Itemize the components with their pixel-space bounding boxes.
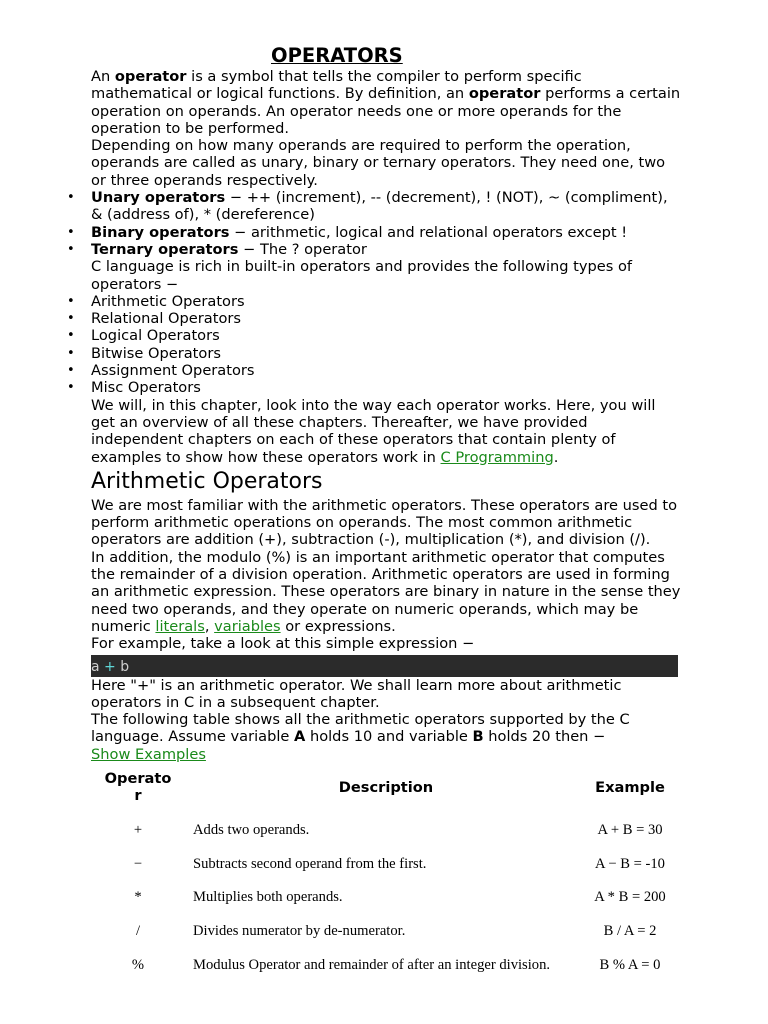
- intro-text: An: [91, 68, 115, 85]
- list-item-term: Ternary operators: [91, 240, 239, 258]
- column-header-description: Description: [338, 778, 434, 796]
- list-item-term: Unary operators: [91, 189, 226, 207]
- description-cell: Adds two operands.: [193, 822, 310, 839]
- list-item: [91, 224, 681, 241]
- table-row: [95, 814, 677, 848]
- description-cell: Modulus Operator and remainder of after an integer division.: [193, 956, 551, 973]
- variable-name: B: [472, 728, 484, 746]
- intro-text: performs a certain operation on operands. An operator needs one or more operands for the operation to be performed.: [91, 85, 681, 137]
- list-item: • Arithmetic Operators: [91, 293, 681, 310]
- arith-text: holds 20 then −: [483, 728, 606, 746]
- operator-cell: −: [133, 855, 143, 872]
- literals-link[interactable]: literals: [155, 617, 205, 635]
- column-header-operator: Operato r: [104, 770, 172, 804]
- code-block: [91, 655, 678, 677]
- page-title: OPERATORS: [271, 44, 403, 67]
- example-cell: A − B = -10: [595, 855, 665, 872]
- intro-term: operator: [114, 68, 187, 85]
- list-item-term: Binary operators: [91, 223, 230, 241]
- arith-paragraph-5: [91, 711, 681, 746]
- arith-text: In addition, the modulo (%) is an important arithmetic operator that computes the remainder of a division operation. Arithmetic operators are used in forming an arithmetic expression. These operators are binary in nature in the sense they need two operands, and they operate on numeric operands, which may be numeric: [91, 548, 681, 635]
- arith-paragraph-2: [91, 549, 681, 635]
- variable-name: A: [294, 728, 306, 746]
- arith-text: ,: [204, 617, 215, 635]
- table-row: [95, 948, 677, 982]
- arith-paragraph-1: We are most familiar with the arithmetic operators. These operators are used to perform arithmetic operations on operands. The most common arithmetic operators are addition (+), subtraction (-), multiplication (*), and division (/).: [91, 496, 678, 549]
- list-item: • Misc Operators: [91, 379, 681, 396]
- intro-paragraph-2: Depending on how many operands are required to perform the operation, operands are called as unary, binary or ternary operators. They need one, two or three operands respectively.: [91, 137, 666, 189]
- arith-paragraph-4: Here "+" is an arithmetic operator. We shall learn more about arithmetic operators in C in a subsequent chapter.: [91, 676, 622, 711]
- show-examples-line: [91, 746, 681, 763]
- code-token: a: [91, 658, 105, 675]
- list-item: • Bitwise Operators: [91, 345, 681, 362]
- column-header-example: Example: [595, 778, 665, 796]
- overview-end: .: [553, 448, 559, 466]
- list-item: • Assignment Operators: [91, 362, 681, 379]
- arith-text: or expressions.: [280, 617, 396, 635]
- document-body: [91, 44, 681, 763]
- example-cell: A + B = 30: [597, 822, 663, 839]
- arith-text: The following table shows all the arithmetic operators supported by the C language. Assume variable: [91, 711, 630, 746]
- list-item: • Logical Operators: [91, 327, 681, 344]
- operator-cell: *: [134, 889, 142, 906]
- list-item: [91, 189, 681, 224]
- list-item-desc: − ++ (increment), -- (decrement), ! (NOT), ~ (compliment), & (address of), * (dereference): [91, 189, 668, 224]
- table-header-row: [95, 768, 677, 814]
- arith-paragraph-3: For example, take a look at this simple expression −: [91, 635, 475, 653]
- list-item: • Relational Operators: [91, 310, 681, 327]
- overview-text: We will, in this chapter, look into the way each operator works. Here, you will get an overview of all these chapters. Thereafter, we have provided independent chapters on each of these operators that contain plenty of examples to show how these operators work in: [91, 396, 656, 466]
- operator-type-list: [91, 293, 681, 397]
- section-heading: Arithmetic Operators: [91, 468, 323, 494]
- table-row: [95, 848, 677, 882]
- show-examples-link[interactable]: Show Examples: [91, 745, 206, 763]
- example-cell: B % A = 0: [599, 956, 661, 973]
- code-operator: +: [104, 658, 116, 675]
- intro-paragraph-1: [91, 68, 681, 137]
- example-cell: B / A = 2: [603, 923, 657, 940]
- types-intro: C language is rich in built-in operators and provides the following types of operators −: [91, 258, 633, 293]
- example-cell: A * B = 200: [594, 889, 666, 906]
- c-programming-link[interactable]: C Programming: [440, 448, 554, 466]
- variables-link[interactable]: variables: [214, 617, 281, 635]
- operator-cell: %: [131, 956, 145, 973]
- operator-cell: /: [135, 923, 141, 940]
- arithmetic-operators-table: [95, 768, 677, 982]
- table-row: [95, 915, 677, 949]
- list-item-desc: − The ? operator: [238, 240, 367, 258]
- intro-term: operator: [468, 85, 541, 103]
- list-item-desc: − arithmetic, logical and relational operators except !: [229, 223, 628, 241]
- code-token: b: [115, 658, 130, 675]
- intro-text: is a symbol that tells the compiler to perform specific mathematical or logical functions. By definition, an: [91, 68, 582, 103]
- description-cell: Subtracts second operand from the first.: [193, 855, 427, 872]
- operator-cell: +: [133, 822, 143, 839]
- description-cell: Divides numerator by de-numerator.: [193, 923, 406, 940]
- table-row: [95, 881, 677, 915]
- description-cell: Multiplies both operands.: [193, 889, 343, 906]
- operand-type-list: [91, 189, 681, 258]
- arith-text: holds 10 and variable: [305, 728, 473, 746]
- list-item: [91, 241, 681, 258]
- overview-paragraph: [91, 397, 681, 466]
